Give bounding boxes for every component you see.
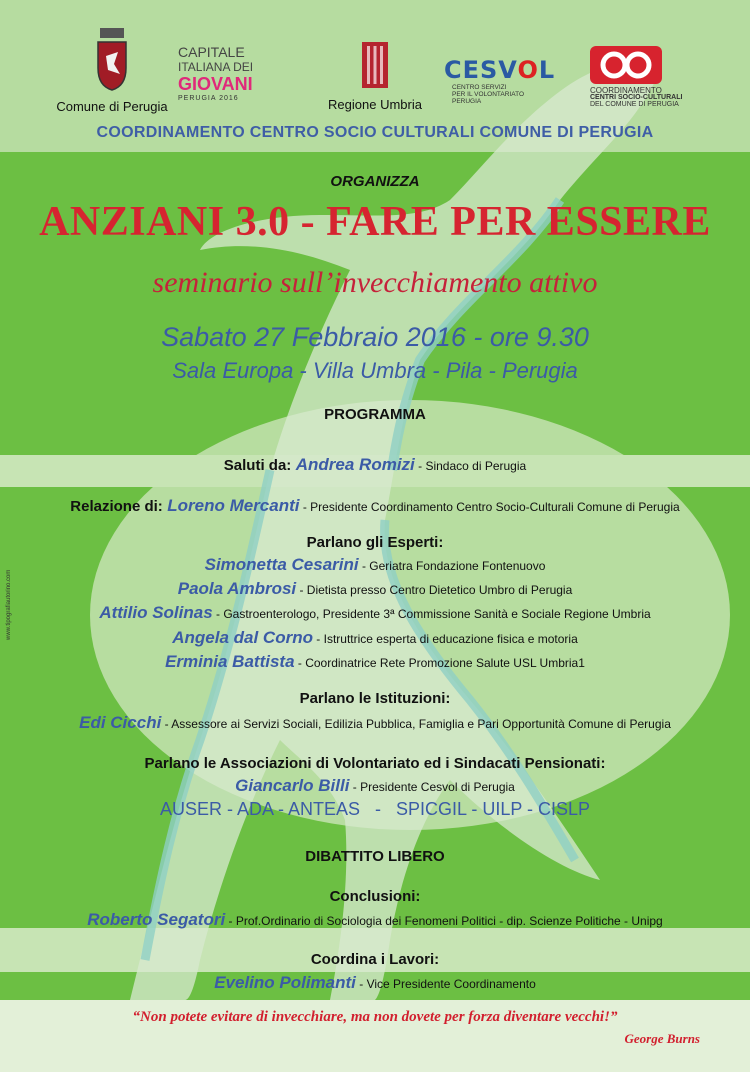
conclusioni-heading: Conclusioni:: [329, 888, 421, 905]
side-website-text: www.tipografiautorino.com: [6, 569, 12, 640]
associazioni-list: AUSER - ADA - ANTEAS - SPICGIL - UILP - CISLP: [159, 799, 591, 819]
capitale-line-4: PERUGIA 2016: [178, 95, 239, 102]
esperto-row: Angela dal Corno - Istruttrice esperta di educazione fisica e motoria: [172, 628, 578, 647]
capitale-line-2: ITALIANA DEI: [178, 60, 254, 74]
esperto-row: Simonetta Cesarini - Geriatra Fondazione Fontenuovo: [204, 555, 546, 574]
event-date: Sabato 27 Febbraio 2016 - ore 9.30: [161, 322, 589, 352]
coordina-heading: Coordina i Lavori:: [310, 951, 440, 968]
logo-coordinamento: [590, 46, 700, 108]
quote-author: George Burns: [624, 1031, 700, 1046]
perugia-label: Comune di Perugia: [56, 99, 168, 114]
programma-heading: PROGRAMMA: [324, 406, 426, 423]
istituzioni-heading: Parlano le Istituzioni:: [299, 690, 451, 707]
logo-regione-umbria: [310, 28, 440, 112]
event-subtitle: seminario sull’invecchiamento attivo: [152, 266, 598, 299]
perugia-crest-icon: [94, 28, 130, 92]
associazioni-row: Giancarlo Billi - Presidente Cesvol di Perugia: [235, 776, 515, 795]
saluti-name: Andrea Romizi: [295, 455, 415, 474]
cesvol-wordmark: CESVOL: [444, 56, 556, 84]
istituzioni-row: Edi Cicchi - Assessore ai Servizi Sociali, Edilizia Pubblica, Famiglia e Pari Opportunità Comune di Perugia: [79, 713, 671, 732]
umbria-emblem-icon: [360, 28, 390, 90]
saluti-label: Saluti da:: [223, 457, 292, 474]
relazione-name: Loreno Mercanti: [167, 496, 300, 515]
saluti-line: [0, 455, 750, 475]
coordinamento-logo-icon: [590, 46, 662, 84]
footer-quote: “Non potete evitare di invecchiare, ma non dovete per forza diventare vecchi!”: [132, 1009, 618, 1025]
associazioni-heading: Parlano le Associazioni di Volontariato ed i Sindacati Pensionati:: [144, 755, 606, 772]
coordinamento-heading: COORDINAMENTO CENTRO SOCIO CULTURALI COMUNE DI PERUGIA: [96, 124, 654, 141]
coordina-row: Evelino Polimanti - Vice Presidente Coordinamento: [214, 973, 536, 992]
logo-comune-perugia: [42, 28, 182, 114]
relazione-role: - Presidente Coordinamento Centro Socio-Culturali Comune di Perugia: [299, 500, 680, 514]
coordinamento-logo-text: COORDINAMENTO CENTRI SOCIO-CULTURALI DEL COMUNE DI PERUGIA: [590, 86, 683, 108]
dibattito-heading: DIBATTITO LIBERO: [305, 848, 445, 865]
saluti-role: - Sindaco di Perugia: [414, 459, 527, 473]
organizza-label: ORGANIZZA: [330, 173, 420, 190]
esperto-row: Attilio Solinas - Gastroenterologo, Presidente 3ª Commissione Sanità e Sociale Regione Umbria: [99, 603, 651, 622]
esperto-row: Paola Ambrosi - Dietista presso Centro Dietetico Umbro di Perugia: [177, 579, 573, 598]
esperti-heading: Parlano gli Esperti:: [306, 534, 444, 551]
conclusioni-row: Roberto Segatori - Prof.Ordinario di Sociologia dei Fenomeni Politici - dip. Scienze Politiche - Unipg: [87, 910, 663, 929]
relazione-label: Relazione di:: [70, 498, 163, 515]
esperto-row: Erminia Battista - Coordinatrice Rete Promozione Salute USL Umbria1: [165, 652, 585, 671]
capitale-line-3: GIOVANI: [178, 74, 253, 94]
logo-cesvol: [444, 56, 554, 105]
logo-capitale-giovani: [178, 44, 268, 102]
relazione-line: [0, 496, 750, 516]
umbria-label: Regione Umbria: [328, 97, 422, 112]
event-place: Sala Europa - Villa Umbra - Pila - Perugia: [172, 358, 578, 383]
cesvol-subtitle: CENTRO SERVIZI PER IL VOLONTARIATO PERUGIA: [452, 84, 524, 105]
capitale-line-1: CAPITALE: [178, 44, 245, 60]
event-title: ANZIANI 3.0 - FARE PER ESSERE: [39, 199, 711, 245]
